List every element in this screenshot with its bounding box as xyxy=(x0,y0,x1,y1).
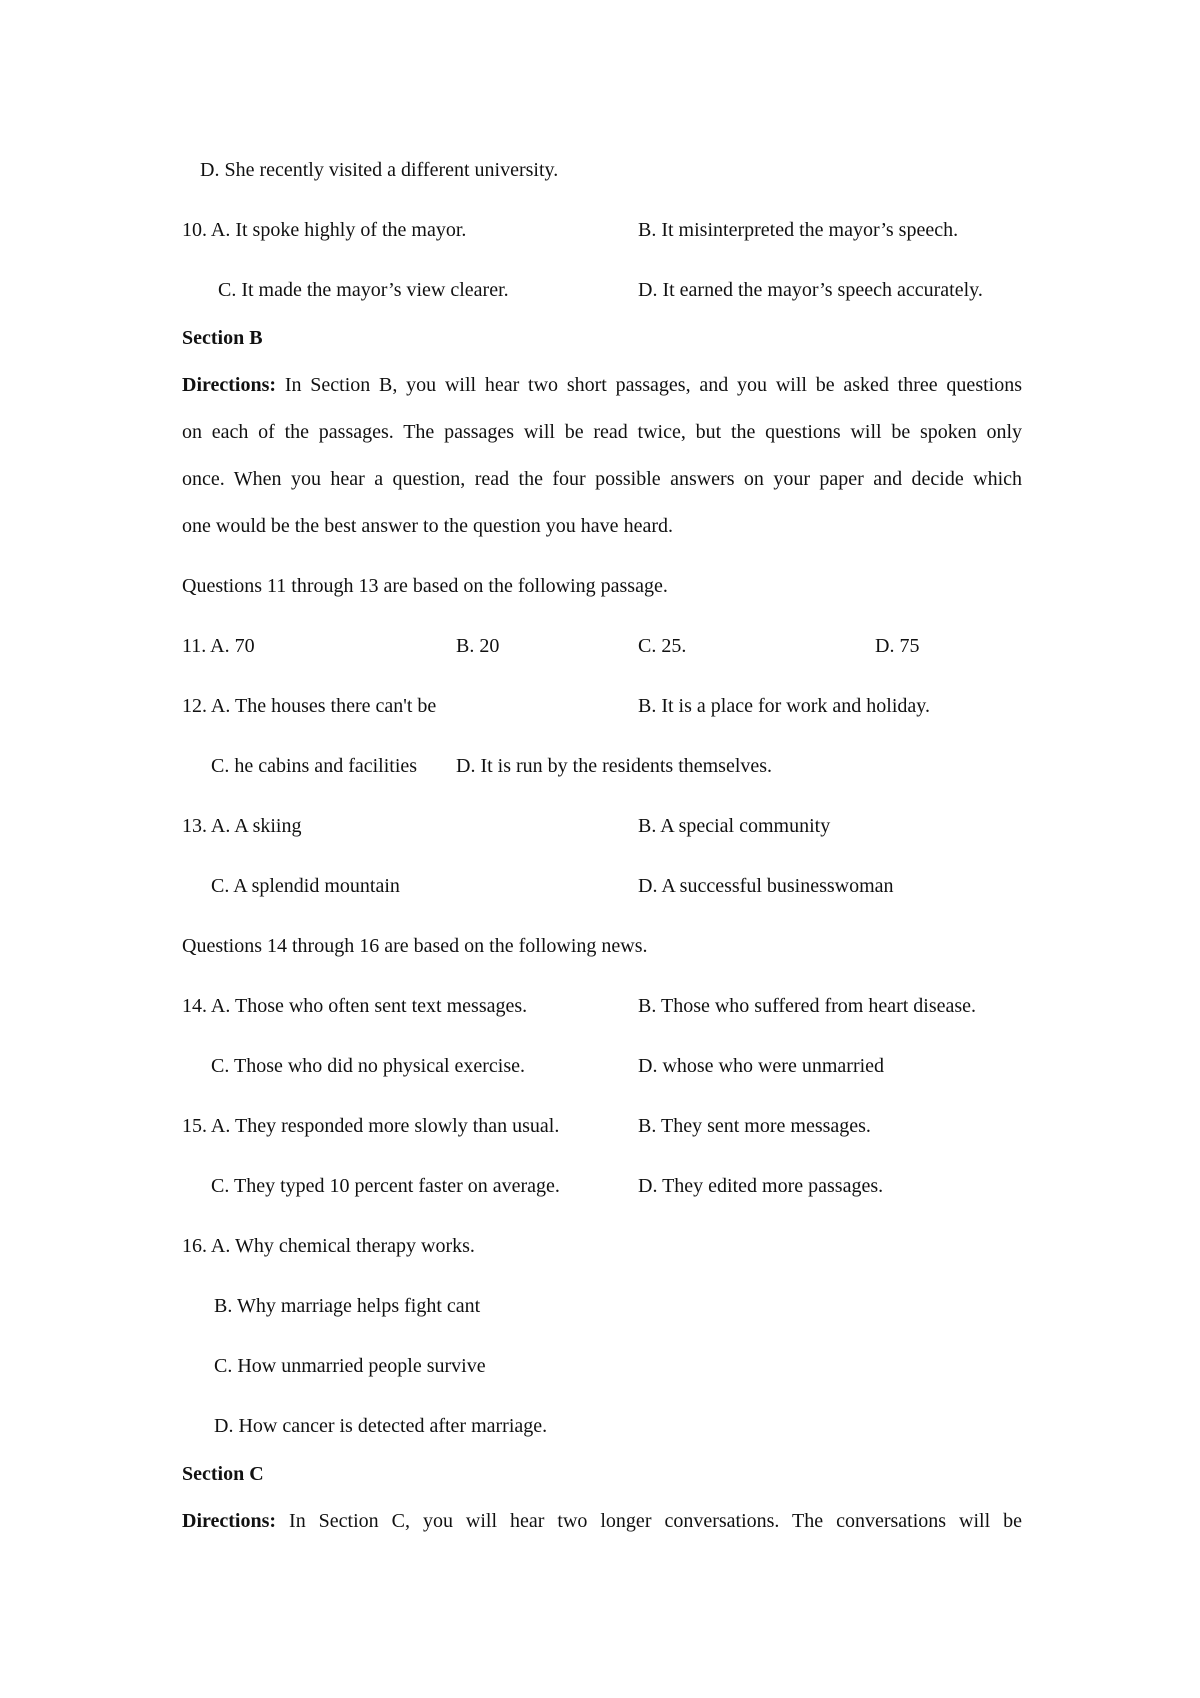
q12-option-b: B. It is a place for work and holiday. xyxy=(638,695,930,717)
q12-option-c: C. he cabins and facilities xyxy=(211,755,418,777)
group1-intro: Questions 11 through 13 are based on the following passage. xyxy=(182,575,668,597)
q14-option-a: 14. A. Those who often sent text messages. xyxy=(182,995,528,1017)
section-b-directions-line-4: one would be the best answer to the question you have heard. xyxy=(182,515,673,537)
q15-option-a: 15. A. They responded more slowly than usual. xyxy=(182,1115,560,1137)
group2-intro: Questions 14 through 16 are based on the following news. xyxy=(182,935,648,957)
q16-option-d: D. How cancer is detected after marriage. xyxy=(214,1415,548,1437)
q14-option-c: C. Those who did no physical exercise. xyxy=(211,1055,526,1077)
q13-option-a: 13. A. A skiing xyxy=(182,815,302,837)
q16-option-c: C. How unmarried people survive xyxy=(214,1355,486,1377)
section-b-heading: Section B xyxy=(182,327,263,349)
q15-option-d: D. They edited more passages. xyxy=(638,1175,884,1197)
q10-option-d: D. It earned the mayor’s speech accurately. xyxy=(638,279,983,301)
q15-option-c: C. They typed 10 percent faster on average. xyxy=(211,1175,560,1197)
q12-option-a: 12. A. The houses there can't be xyxy=(182,695,437,717)
q10-option-b: B. It misinterpreted the mayor’s speech. xyxy=(638,219,959,241)
directions-text: In Section C, you will hear two longer conversations. The conversations will be xyxy=(289,1510,1023,1532)
q11-option-b: B. 20 xyxy=(456,635,500,657)
q11-option-c: C. 25. xyxy=(638,635,687,657)
section-c-heading: Section C xyxy=(182,1463,264,1485)
q11-option-d: D. 75 xyxy=(875,635,920,657)
directions-label: Directions: xyxy=(182,1510,277,1532)
q11-option-a: 11. A. 70 xyxy=(182,635,255,657)
q14-option-b: B. Those who suffered from heart disease. xyxy=(638,995,977,1017)
section-b-directions-line-1 xyxy=(182,373,1022,397)
q16-option-a: 16. A. Why chemical therapy works. xyxy=(182,1235,475,1257)
q14-option-d: D. whose who were unmarried xyxy=(638,1055,885,1077)
q12-option-d: D. It is run by the residents themselves. xyxy=(456,755,773,777)
q15-option-b: B. They sent more messages. xyxy=(638,1115,871,1137)
q13-option-c: C. A splendid mountain xyxy=(211,875,400,897)
directions-text: In Section B, you will hear two short passages, and you will be asked three questions xyxy=(284,374,1022,396)
q9-option-d: D. She recently visited a different university. xyxy=(200,159,559,181)
q16-option-b: B. Why marriage helps fight cant xyxy=(214,1295,481,1317)
section-c-directions-line-1 xyxy=(182,1509,1022,1533)
q13-option-d: D. A successful businesswoman xyxy=(638,875,894,897)
directions-label: Directions: xyxy=(182,374,277,396)
section-b-directions-line-2: on each of the passages. The passages will be read twice, but the questions will be spoken only xyxy=(182,421,1022,443)
q13-option-b: B. A special community xyxy=(638,815,831,837)
q10-option-a: 10. A. It spoke highly of the mayor. xyxy=(182,219,467,241)
q10-option-c: C. It made the mayor’s view clearer. xyxy=(218,279,509,301)
section-b-directions-line-3: once. When you hear a question, read the four possible answers on your paper and decide which xyxy=(182,468,1022,490)
